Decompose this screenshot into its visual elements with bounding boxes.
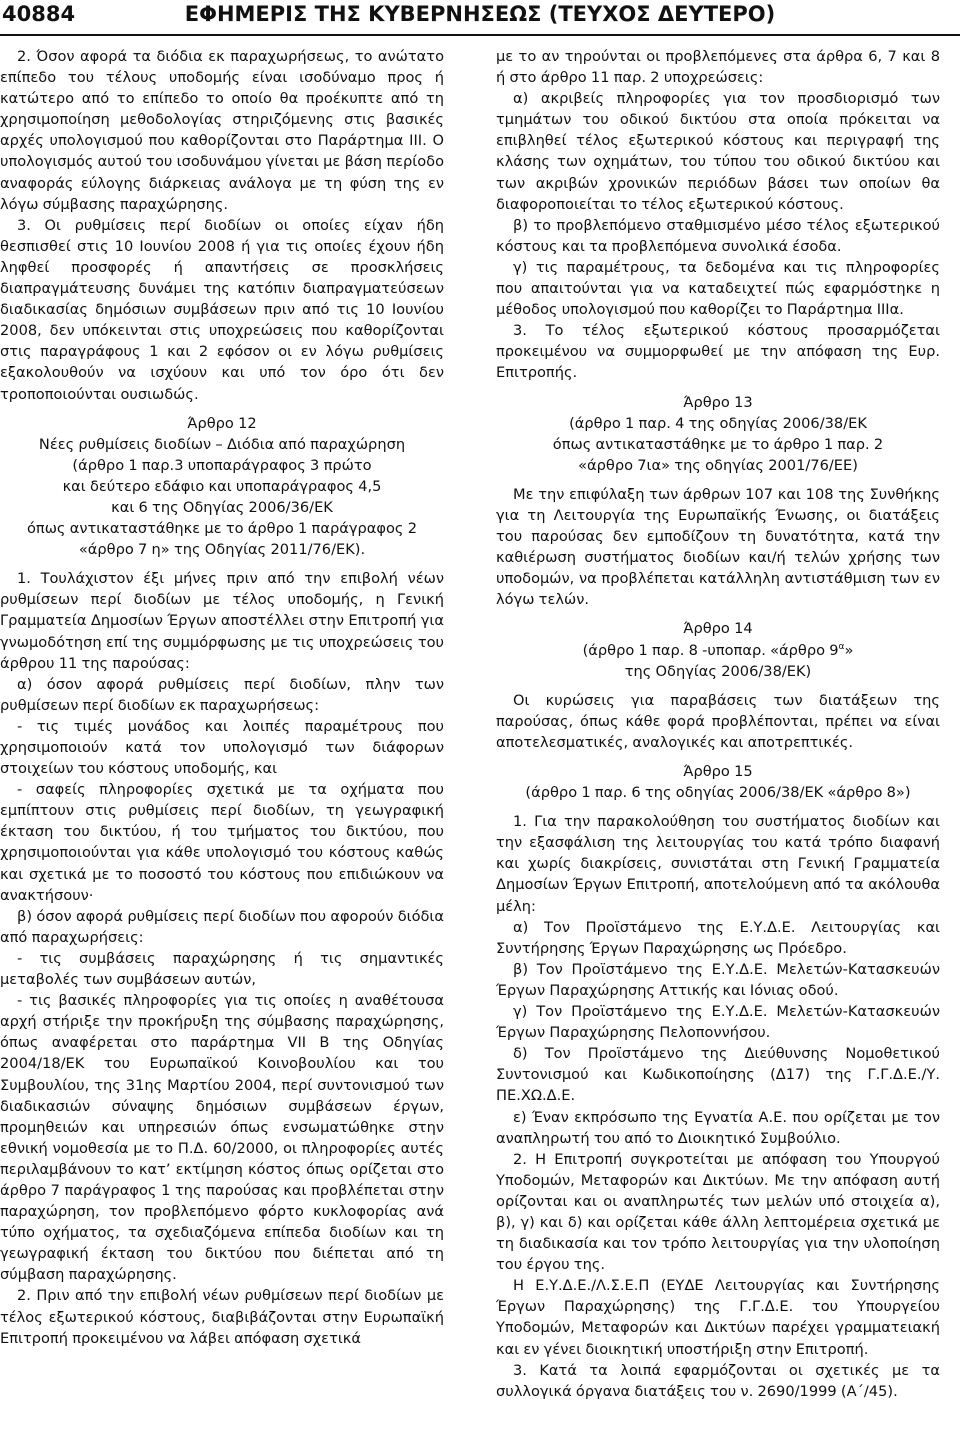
article-13-reference: (άρθρο 1 παρ. 4 της οδηγίας 2006/38/ΕΚ — [569, 414, 867, 432]
article-12-subtitle: Νέες ρυθμίσεις διοδίων – Διόδια από παραχώρηση — [38, 435, 406, 453]
paragraph: γ) Τον Προϊστάμενο της Ε.Υ.Δ.Ε. Μελετών-Κατασκευών Έργων Παραχώρησης Πελοποννήσου. — [496, 1003, 940, 1042]
paragraph: 2. Όσον αφορά τα διόδια εκ παραχωρήσεως, το ανώτατο επίπεδο του τέλους υποδομής είναι ισοδύναμο προς ή κατώτερο από το επίπεδο το οποίο θα προέκυπτε από τη χρησιμοποίηση μεθοδολογίας στηριζόμενης στις βασικές αρχές υπολογισμού που καθορίζονται στο Παράρτημα ΙΙΙ. Ο υπολογισμός αυτού του ισοδυνάμου γίνεται με βάση περίοδο αναφοράς εύλογης διάρκειας ανάλογα με τη φύση της εν λόγω σύμβασης παραχώρησης. — [0, 48, 444, 213]
article-13-title: Άρθρο 13 — [683, 393, 753, 411]
paragraph: 3. Κατά τα λοιπά εφαρμόζονται οι σχετικές με τα συλλογικά όργανα διατάξεις του ν. 2690/1999 (Α΄/45). — [496, 1361, 940, 1400]
article-13-reference: «άρθρο 7ια» της οδηγίας 2001/76/ΕΕ) — [578, 456, 858, 474]
paragraph: - τις τιμές μονάδος και λοιπές παραμέτρους που χρησιμοποιούν κατά τον υπολογισμό των διάφορων στοιχείων του κόστους υποδομής, και — [0, 717, 444, 778]
superscript: α — [838, 641, 845, 652]
closing-quote: » — [844, 641, 854, 659]
paragraph: δ) Τον Προϊστάμενο της Διεύθυνσης Νομοθετικού Συντονισμού και Κωδικοποίησης (Δ17) της Γ.Γ.Δ.Ε./Υ. ΠΕ.ΧΩ.Δ.Ε. — [496, 1045, 940, 1105]
paragraph: 3. Οι ρυθμίσεις περί διοδίων οι οποίες είχαν ήδη θεσπισθεί στις 10 Ιουνίου 2008 ή για τις οποίες έχουν ήδη ληφθεί προσφορές ή απαντήσεις σε προσκλήσεις διαπραγμάτευσης δυνάμει της κατόπιν διαπραγματεύσεων διαδικασίας δημόσιων συμβάσεων πριν από τις 10 Ιουνίου 2008, δεν υπόκεινται στις υποχρεώσεις που καθορίζονται στις παραγράφους 1 και 2 εφόσον οι εν λόγω ρυθμίσεις εξακολουθούν να ισχύουν και υπό τον όρο ότι δεν τροποποιούνται ουσιωδώς. — [0, 216, 444, 403]
paragraph: β) όσον αφορά ρυθμίσεις περί διοδίων που αφορούν διόδια από παραχωρήσεις: — [0, 907, 444, 946]
paragraph: Οι κυρώσεις για παραβάσεις των διατάξεων της παρούσας, όπως κάθε φορά προβλέπονται, πρέπει να είναι αποτελεσματικές, αναλογικές και αποτρεπτικές. — [496, 691, 940, 751]
paragraph: 2. Η Επιτροπή συγκροτείται με απόφαση του Υπουργού Υποδομών, Μεταφορών και Δικτύων. Με την απόφαση αυτή ορίζονται και οι αναπληρωτές των μελών υπό στοιχεία α), β), γ) και δ) και ορίζεται κάθε άλλη λεπτομέρεια σχετικά με τη διαδικασία και τον τρόπο λειτουργίας για την υλοποίηση του έργου της. — [496, 1150, 940, 1274]
paragraph: γ) τις παραμέτρους, τα δεδομένα και τις πληροφορίες που απαιτούνται για να καταδειχτεί πώς εφαρμόστηκε η μέθοδος υπολογισμού που καθορίζει το Παράρτημα ΙΙΙα. — [496, 258, 940, 319]
article-14-title: Άρθρο 14 — [683, 620, 753, 638]
page-number: 40884 — [2, 2, 76, 26]
paragraph: α) όσον αφορά ρυθμίσεις περί διοδίων, πλην των ρυθμίσεων περί διοδίων εκ παραχωρήσεως: — [0, 675, 444, 714]
gazette-title: ΕΦΗΜΕΡΙΣ ΤΗΣ ΚΥΒΕΡΝΗΣΕΩΣ (ΤΕΥΧΟΣ ΔΕΥΤΕΡΟ) — [184, 2, 776, 26]
paragraph: - τις συμβάσεις παραχώρησης ή τις σημαντικές μεταβολές των συμβάσεων αυτών, — [0, 949, 444, 989]
paragraph: ε) Έναν εκπρόσωπο της Εγνατία Α.Ε. που ορίζεται με τον αναπληρωτή του από το Διοικητικό Συμβούλιο. — [496, 1108, 940, 1147]
article-12-title: Άρθρο 12 — [187, 414, 257, 432]
paragraph: 3. Το τέλος εξωτερικού κόστους προσαρμόζεται προκειμένου να συμμορφωθεί με την απόφαση της Ευρ. Επιτροπής. — [496, 322, 940, 382]
paragraph: - σαφείς πληροφορίες σχετικά με τα οχήματα που εμπίπτουν στις ρυθμίσεις περί διοδίων, τη γεωγραφική έκταση του δικτύου, ή του τμήματος του δικτύου, που χρησιμοποιούνται για κάθε υπολογισμό του κόστους καθώς και σχετικά με το ποσοστό του κόστους που επιδιώκουν να ανακτήσουν· — [0, 781, 444, 904]
paragraph: α) Τον Προϊστάμενο της Ε.Υ.Δ.Ε. Λειτουργίας και Συντήρησης Έργων Παραχώρησης ως Πρόεδρο. — [496, 918, 940, 957]
left-column — [0, 46, 444, 1349]
paragraph: α) ακριβείς πληροφορίες για τον προσδιορισμό των τμημάτων του οδικού δικτύου στα οποία πρόκειται να επιβληθεί τέλος εξωτερικού κόστους και περιγραφή της κλάσης των οχημάτων, του τύπου του οδικού δικτύου και των ακριβών χρονικών περιόδων βάσει των οποίων θα διαφοροποιείται το τέλος εξωτερικού κόστους. — [496, 90, 940, 213]
article-15-title: Άρθρο 15 — [683, 763, 753, 780]
page-header — [0, 0, 960, 34]
article-15-reference: (άρθρο 1 παρ. 6 της οδηγίας 2006/38/ΕΚ «άρθρο 8») — [525, 784, 911, 802]
article-12-reference: και 6 της Οδηγίας 2006/36/ΕΚ — [111, 498, 333, 516]
article-12-reference: και δεύτερο εδάφιο και υποπαράγραφος 4,5 — [62, 477, 382, 495]
paragraph: Η Ε.Υ.Δ.Ε./Λ.Σ.Ε.Π (ΕΥΔΕ Λειτουργίας και Συντήρησης Έργων Παραχώρησης) της Γ.Γ.Δ.Ε. του Υπουργείου Υποδομών, Μεταφορών και Δικτύων παρέχει γραμματειακή και εν γένει διοικητική υποστήριξη στην Επιτροπή. — [496, 1277, 940, 1358]
article-14-reference-text: (άρθρο 1 παρ. 8 -υποπαρ. «άρθρο 9 — [582, 641, 839, 659]
paragraph: 2. Πριν από την επιβολή νέων ρυθμίσεων περί διοδίων με τέλος εξωτερικού κόστους, διαβιβάζονται στην Ευρωπαϊκή Επιτροπή προκειμένου να λάβει απόφαση σχετικά — [0, 1287, 444, 1347]
paragraph: β) Τον Προϊστάμενο της Ε.Υ.Δ.Ε. Μελετών-Κατασκευών Έργων Παραχώρησης Αττικής και Ιόνιας οδού. — [496, 960, 940, 999]
paragraph: 1. Για την παρακολούθηση του συστήματος διοδίων και την εξασφάλιση της λειτουργίας του κατά τρόπο διαφανή και χωρίς διακρίσεις, συνιστάται στη Γενική Γραμματεία Δημοσίων Έργων Επιτροπή, αποτελούμενη από τα ακόλουθα μέλη: — [496, 813, 940, 915]
article-12-reference: όπως αντικαταστάθηκε με το άρθρο 1 παράγραφος 2 — [26, 520, 417, 538]
paragraph: Με την επιφύλαξη των άρθρων 107 και 108 της Συνθήκης για τη Λειτουργία της Ευρωπαϊκής Ένωσης, οι διατάξεις του παρούσας δεν εμποδίζουν τη δυνατότητα, κατά την καθιέρωση συστήματος διοδίων και/ή τελών χρήσης των υποδομών, να προβλέπεται κατάλληλη αντιστάθμιση των εν λόγω τελών. — [496, 485, 940, 609]
paragraph: β) το προβλεπόμενο σταθμισμένο μέσο τέλος εξωτερικού κόστους και τα προβλεπόμενα συνολικά έσοδα. — [496, 216, 940, 255]
article-12-reference: (άρθρο 1 παρ.3 υποπαράγραφος 3 πρώτο — [72, 456, 372, 474]
article-13-reference: όπως αντικαταστάθηκε με το άρθρο 1 παρ. 2 — [552, 435, 884, 453]
paragraph: - τις βασικές πληροφορίες για τις οποίες η αναθέτουσα αρχή στήριξε την προκήρυξη της σύμβασης παραχώρησης, όπως αναφέρεται στο παράρτημα VII B της Οδηγίας 2004/18/ΕΚ του Ευρωπαϊκού Κοινοβουλίου και του Συμβουλίου, της 31ης Μαρτίου 2004, περί συντονισμού των διαδικασιών σύναψης δημόσιων συμβάσεων έργων, προμηθειών και υπηρεσιών όπως ενσωματώθηκε στην εθνική νομοθεσία με το Π.Δ. 60/2000, οι πληροφορίες αυτές περιλαμβάνουν το κατ’ εκτίμηση κόστος όπως ορίζεται στο άρθρο 7 παράγραφος 1 της παρούσας και προβλέπεται στην παραχώρηση, τον προβλεπόμενο φόρτο κυκλοφορίας ανά τύπο οχήματος, τα σχεδιαζόμενα επίπεδα διοδίων και τη γεωγραφική έκταση του δικτύου που διέπεται από τη σύμβαση παραχώρησης. — [0, 992, 444, 1284]
header-rule — [0, 34, 960, 36]
article-12-reference: «άρθρο 7 η» της Οδηγίας 2011/76/ΕΚ). — [78, 541, 366, 559]
paragraph: 1. Τουλάχιστον έξι μήνες πριν από την επιβολή νέων ρυθμίσεων περί διοδίων με τέλος υποδομής, η Γενική Γραμματεία Δημοσίων Έργων αποστέλλει στην Επιτροπή για γνωμοδότηση επί της συμμόρφωσης με τις υποχρεώσεις του άρθρου 11 της παρούσας: — [0, 570, 444, 672]
article-14-reference: της Οδηγίας 2006/38/ΕΚ) — [624, 662, 812, 680]
right-column — [496, 46, 940, 1402]
article-14-reference — [496, 640, 940, 661]
paragraph: με το αν τηρούνται οι προβλεπόμενες στα άρθρα 6, 7 και 8 ή στο άρθρο 11 παρ. 2 υποχρεώσεις: — [496, 48, 940, 87]
